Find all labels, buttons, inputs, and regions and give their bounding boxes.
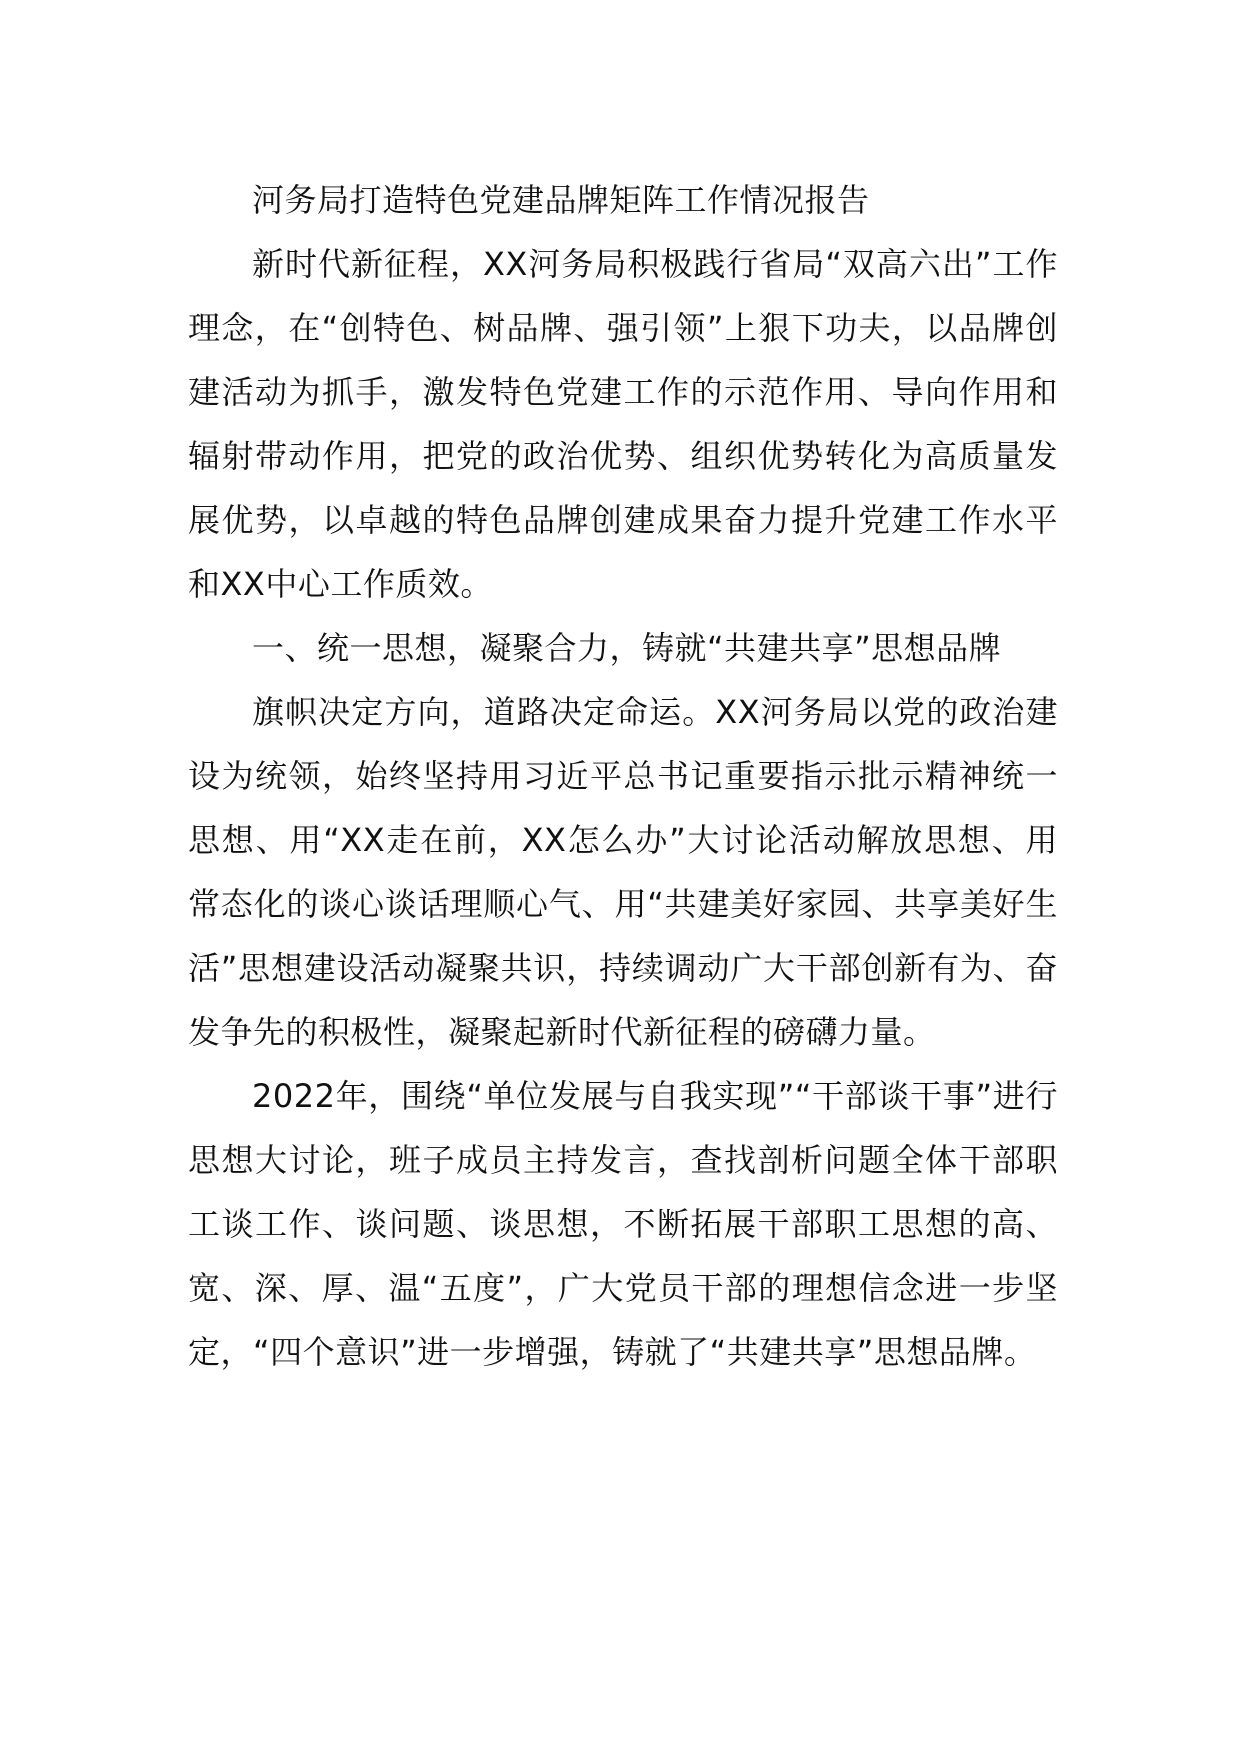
- section-heading-one: 一、统一思想，凝聚合力，铸就“共建共享”思想品牌: [252, 629, 1002, 667]
- document-body: [188, 168, 1058, 1384]
- paragraph-2022: 2022年，围绕“单位发展与自我实现”“干部谈干事”进行思想大讨论，班子成员主持发言，查找剖析问题全体干部职工谈工作、谈问题、谈思想，不断拓展干部职工思想的高、宽、深、厚、温“五度”，广大党员干部的理想信念进一步坚定，“四个意识”进一步增强，铸就了“共建共享”思想品牌。: [188, 1077, 1058, 1371]
- paragraph-section-one: 旗帜决定方向，道路决定命运。XX河务局以党的政治建设为统领，始终坚持用习近平总书记重要指示批示精神统一思想、用“XX走在前，XX怎么办”大讨论活动解放思想、用常态化的谈心谈话理顺心气、用“共建美好家园、共享美好生活”思想建设活动凝聚共识，持续调动广大干部创新有为、奋发争先的积极性，凝聚起新时代新征程的磅礴力量。: [188, 693, 1058, 1051]
- paragraph-intro: 新时代新征程，XX河务局积极践行省局“双高六出”工作理念，在“创特色、树品牌、强引领”上狠下功夫，以品牌创建活动为抓手，激发特色党建工作的示范作用、导向作用和辐射带动作用，把党的政治优势、组织优势转化为高质量发展优势，以卓越的特色品牌创建成果奋力提升党建工作水平和XX中心工作质效。: [188, 245, 1058, 603]
- document-title: 河务局打造特色党建品牌矩阵工作情况报告: [252, 181, 870, 219]
